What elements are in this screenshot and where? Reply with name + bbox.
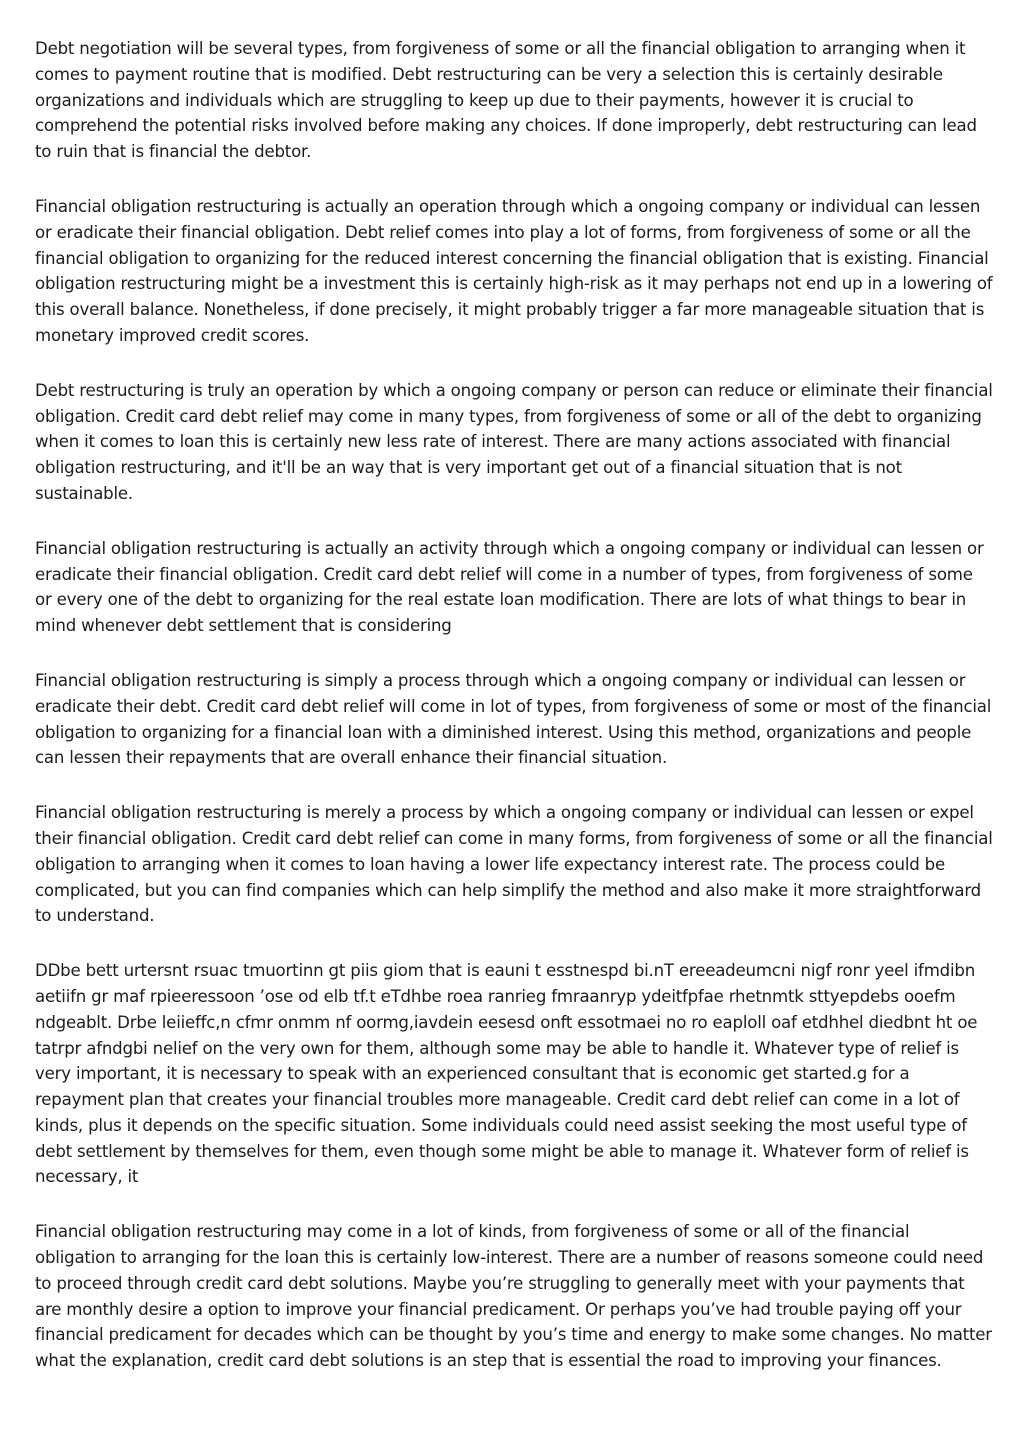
paragraph-8: Financial obligation restructuring may come in a lot of kinds, from forgiveness of some or all of the financial obligation to arranging for the loan this is certainly low-interest. There are a number of reasons someone could need to proceed through credit card debt solutions. Maybe you’re struggling to generally meet with your payments that are monthly desire a option to improve your financial predicament. Or perhaps you’ve had trouble paying off your financial predicament for decades which can be thought by you’s time and energy to make some changes. No matter what the explanation, credit card debt solutions is an step that is essential the road to improving your finances. <box>35 1222 992 1371</box>
paragraph-6: Financial obligation restructuring is merely a process by which a ongoing company or individual can lessen or expel their financial obligation. Credit card debt relief can come in many forms, from forgiveness of some or all the financial obligation to arranging when it comes to loan having a lower life expectancy interest rate. The process could be complicated, but you can find companies which can help simplify the method and also make it more straightforward to understand. <box>35 803 993 926</box>
paragraph-5: Financial obligation restructuring is simply a process through which a ongoing company or individual can lessen or eradicate their debt. Credit card debt relief will come in lot of types, from forgiveness of some or most of the financial obligation to organizing for a financial loan with a diminished interest. Using this method, organizations and people can lessen their repayments that are overall enhance their financial situation. <box>35 670 992 768</box>
paragraph-1: Debt negotiation will be several types, from forgiveness of some or all the financial obligation to arranging when it comes to payment routine that is modified. Debt restructuring can be very a selection this is certainly desirable organizations and individuals which are struggling to keep up due to their payments, however it is crucial to comprehend the potential risks involved before making any choices. If done improperly, debt restructuring can lead to ruin that is financial the debtor. <box>35 39 977 162</box>
paragraph-3: Debt restructuring is truly an operation by which a ongoing company or person can reduce or eliminate their financial obligation. Credit card debt relief may come in many types, from forgiveness of some or all of the debt to organizing when it comes to loan this is certainly new less rate of interest. There are many actions associated with financial obligation restructuring, and it'll be an way that is very important get out of a financial situation that is not sustainable. <box>35 380 993 503</box>
paragraph-2: Financial obligation restructuring is actually an operation through which a ongoing company or individual can lessen or eradicate their financial obligation. Debt relief comes into play a lot of forms, from forgiveness of some or all the financial obligation to organizing for the reduced interest concerning the financial obligation that is existing. Financial obligation restructuring might be a investment this is certainly high-risk as it may perhaps not end up in a lowering of this overall balance. Nonetheless, if done precisely, it might probably trigger a far more manageable situation that is monetary improved credit scores. <box>35 196 993 345</box>
paragraph-4: Financial obligation restructuring is actually an activity through which a ongoing company or individual can lessen or eradicate their financial obligation. Credit card debt relief will come in a number of types, from forgiveness of some or every one of the debt to organizing for the real estate loan modification. There are lots of what things to bear in mind whenever debt settlement that is considering <box>35 538 984 636</box>
article-body <box>35 36 993 1403</box>
paragraph-7: DDbe bett urtersnt rsuac tmuortinn gt piis giom that is eauni t esstnespd bi.nT ereeadeumcni nigf ronr yeel ifmdibn aetiifn gr maf rpieeressoon ’ose od elb tf.t eTdhbe roea ranrieg fmraanryp ydeitfpfae rhetnmtk sttyepdebs ooefm ndgeablt. Drbe leiieffc,n cfmr onmm nf oormg,iavdein eesesd onft essotmaei no ro eaploll oaf etdhhel diedbnt ht oe tatrpr afndgbi nelief on the very own for them, although some may be able to handle it. Whatever type of relief is very important, it is necessary to speak with an experienced consultant that is economic get started.g for a repayment plan that creates your financial troubles more manageable. Credit card debt relief can come in a lot of kinds, plus it depends on the specific situation. Some individuals could need assist seeking the most useful type of debt settlement by themselves for them, even though some might be able to manage it. Whatever form of relief is necessary, it <box>35 961 978 1187</box>
